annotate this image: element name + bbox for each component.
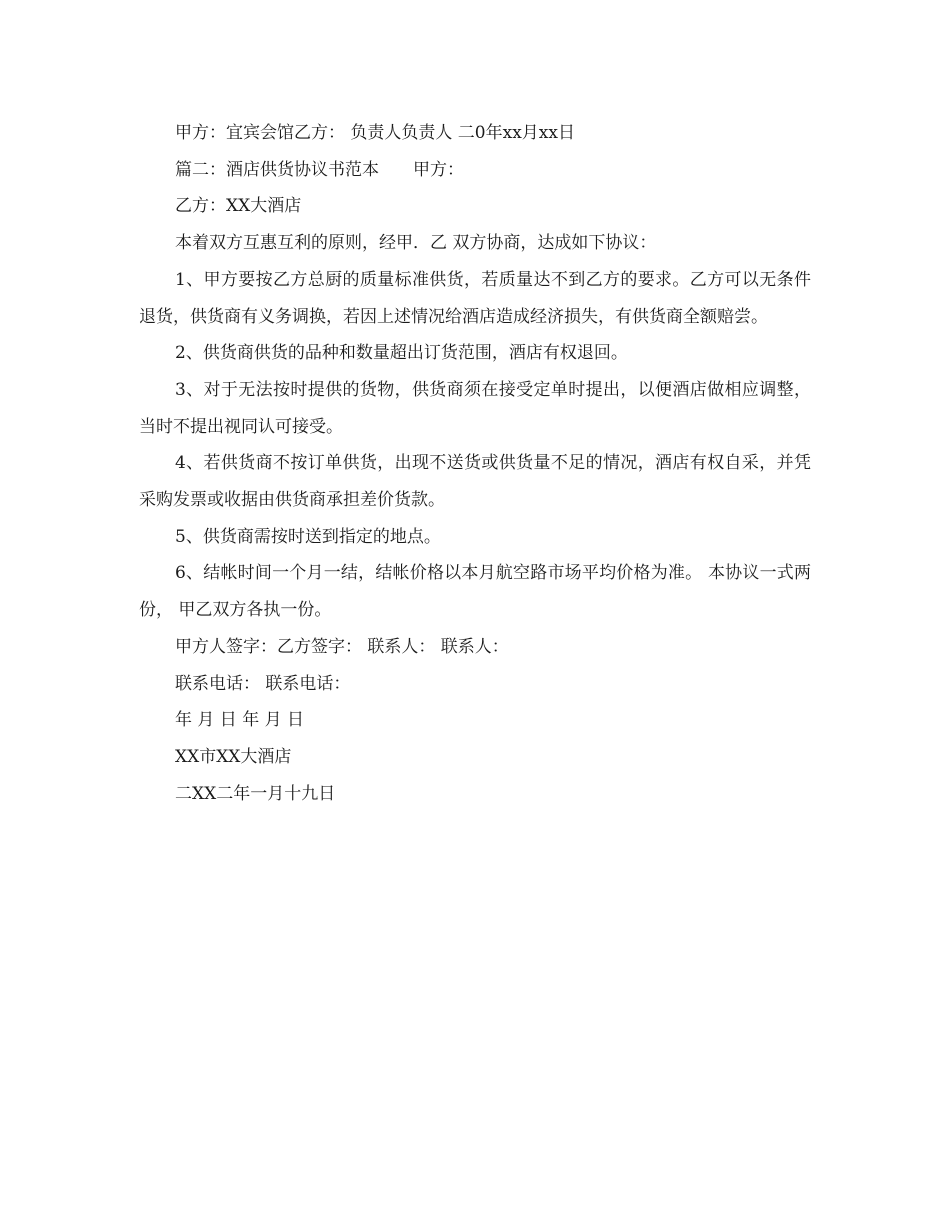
section-title-line: 篇二：酒店供货协议书范本 甲方： <box>175 159 464 180</box>
clause-3: 3、对于无法按时提供的货物，供货商须在接受定单时提出，以便酒店做相应调整，当时不提出视同认可接受。 <box>139 379 811 437</box>
clause-1: 1、甲方要按乙方总厨的质量标准供货，若质量达不到乙方的要求。乙方可以无条件退货，供货商有义务调换，若因上述情况给酒店造成经济损失，有供货商全额赔尝。 <box>139 269 811 327</box>
hotel-name-line: XX市XX大酒店 <box>175 746 292 767</box>
issue-date-line: 二XX二年一月十九日 <box>175 783 336 804</box>
contact-phone-line: 联系电话： 联系电话： <box>175 673 351 694</box>
clause-2: 2、供货商供货的品种和数量超出订货范围，酒店有权退回。 <box>175 343 628 364</box>
date-line: 年 月 日 年 月 日 <box>175 710 305 731</box>
clause-4: 4、若供货商不按订单供货，出现不送货或供货量不足的情况，酒店有权自采，并凭采购发票或收据由供货商承担差价货款。 <box>139 453 811 511</box>
signature-line: 甲方人签字：乙方签字： 联系人： 联系人： <box>175 636 509 657</box>
clause-5: 5、供货商需按时送到指定的地点。 <box>175 526 441 547</box>
party-b-line: 乙方：XX大酒店 <box>175 196 302 217</box>
preamble-paragraph: 本着双方互惠互利的原则，经甲．乙 双方协商，达成如下协议： <box>175 233 657 254</box>
party-a-line: 甲方：宜宾会馆乙方： 负责人负责人 二0年xx月xx日 <box>175 123 575 143</box>
clause-6: 6、结帐时间一个月一结，结帐价格以本月航空路市场平均价格为准。 本协议一式两份， 甲乙双方各执一份。 <box>139 563 811 621</box>
document-body <box>139 115 811 812</box>
